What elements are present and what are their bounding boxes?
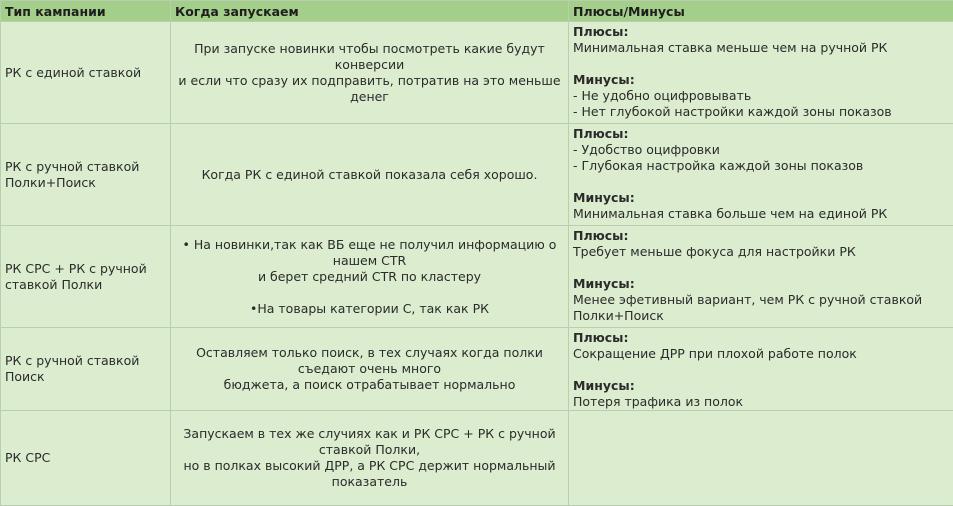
table-row bbox=[1, 226, 953, 328]
header-pros-cons: Плюсы/Минусы bbox=[569, 1, 953, 22]
pros-cons-cell bbox=[569, 22, 953, 124]
spacer bbox=[573, 362, 949, 378]
campaign-type-cell bbox=[1, 328, 171, 411]
when-launch-text: и берет средний CTR по кластеру bbox=[177, 269, 562, 285]
campaign-type-text: РК CPC + РК с ручной bbox=[5, 261, 166, 277]
campaign-type-text: РК с ручной ставкой bbox=[5, 353, 166, 369]
when-launch-cell bbox=[171, 411, 569, 506]
when-launch-text: и если что сразу их подправить, потратив на это меньше денег bbox=[177, 73, 562, 105]
header-row bbox=[1, 1, 953, 22]
table-row bbox=[1, 411, 953, 506]
pros-cons-cell bbox=[569, 328, 953, 411]
cons-label: Минусы: bbox=[573, 276, 949, 292]
campaign-type-text: РК CPC bbox=[5, 450, 166, 466]
when-launch-text: Когда РК с единой ставкой показала себя хорошо. bbox=[177, 167, 562, 183]
cons-label: Минусы: bbox=[573, 378, 949, 394]
cons-item: - Не удобно оцифровывать bbox=[573, 88, 949, 104]
pros-cons-cell bbox=[569, 226, 953, 328]
when-launch-text: Запускаем в тех же случиях как и РК CPC + РК с ручной ставкой Полки, bbox=[177, 426, 562, 458]
table-row bbox=[1, 328, 953, 411]
campaign-type-cell bbox=[1, 124, 171, 226]
campaign-type-text: Поиск bbox=[5, 369, 166, 385]
spacer bbox=[573, 56, 949, 72]
pros-label: Плюсы: bbox=[573, 126, 949, 142]
when-launch-text: Оставляем только поиск, в тех случаях когда полки съедают очень много bbox=[177, 345, 562, 377]
spacer bbox=[573, 174, 949, 190]
pros-item: Сокращение ДРР при плохой работе полок bbox=[573, 346, 949, 362]
spacer bbox=[573, 260, 949, 276]
pros-item: Минимальная ставка меньше чем на ручной РК bbox=[573, 40, 949, 56]
campaign-type-cell bbox=[1, 226, 171, 328]
pros-label: Плюсы: bbox=[573, 330, 949, 346]
pros-label: Плюсы: bbox=[573, 24, 949, 40]
cons-item: Минимальная ставка больше чем на единой РК bbox=[573, 206, 949, 222]
cons-label: Минусы: bbox=[573, 190, 949, 206]
when-launch-text: • На новинки,так как ВБ еще не получил информацию о нашем CTR bbox=[177, 237, 562, 269]
cons-label: Минусы: bbox=[573, 72, 949, 88]
when-launch-text: При запуске новинки чтобы посмотреть какие будут конверсии bbox=[177, 41, 562, 73]
campaign-type-cell bbox=[1, 22, 171, 124]
pros-item: Требует меньше фокуса для настройки РК bbox=[573, 244, 949, 260]
when-launch-cell bbox=[171, 22, 569, 124]
header-type: Тип кампании bbox=[1, 1, 171, 22]
when-launch-cell bbox=[171, 226, 569, 328]
pros-item: - Глубокая настройка каждой зоны показов bbox=[573, 158, 949, 174]
pros-cons-cell bbox=[569, 124, 953, 226]
cons-item: Потеря трафика из полок bbox=[573, 394, 949, 410]
header-when: Когда запускаем bbox=[171, 1, 569, 22]
pros-label: Плюсы: bbox=[573, 228, 949, 244]
when-launch-cell bbox=[171, 328, 569, 411]
cons-item: Менее эфетивный вариант, чем РК с ручной ставкой Полки+Поиск bbox=[573, 292, 949, 324]
pros-cons-cell bbox=[569, 411, 953, 506]
table-row bbox=[1, 124, 953, 226]
when-launch-text: •На товары категории С, так как РК bbox=[177, 301, 562, 317]
when-launch-text bbox=[177, 285, 562, 301]
when-launch-text: но в полках высокий ДРР, а РК CPC держит нормальный показатель bbox=[177, 458, 562, 490]
cons-item: - Нет глубокой настройки каждой зоны показов bbox=[573, 104, 949, 120]
campaign-type-text: Полки+Поиск bbox=[5, 175, 166, 191]
when-launch-cell bbox=[171, 124, 569, 226]
when-launch-text: бюджета, а поиск отрабатывает нормально bbox=[177, 377, 562, 393]
table-row bbox=[1, 22, 953, 124]
campaign-type-text: РК с ручной ставкой bbox=[5, 159, 166, 175]
pros-item: - Удобство оцифровки bbox=[573, 142, 949, 158]
campaign-type-cell bbox=[1, 411, 171, 506]
campaign-type-text: РК с единой ставкой bbox=[5, 65, 166, 81]
campaign-type-text: ставкой Полки bbox=[5, 277, 166, 293]
